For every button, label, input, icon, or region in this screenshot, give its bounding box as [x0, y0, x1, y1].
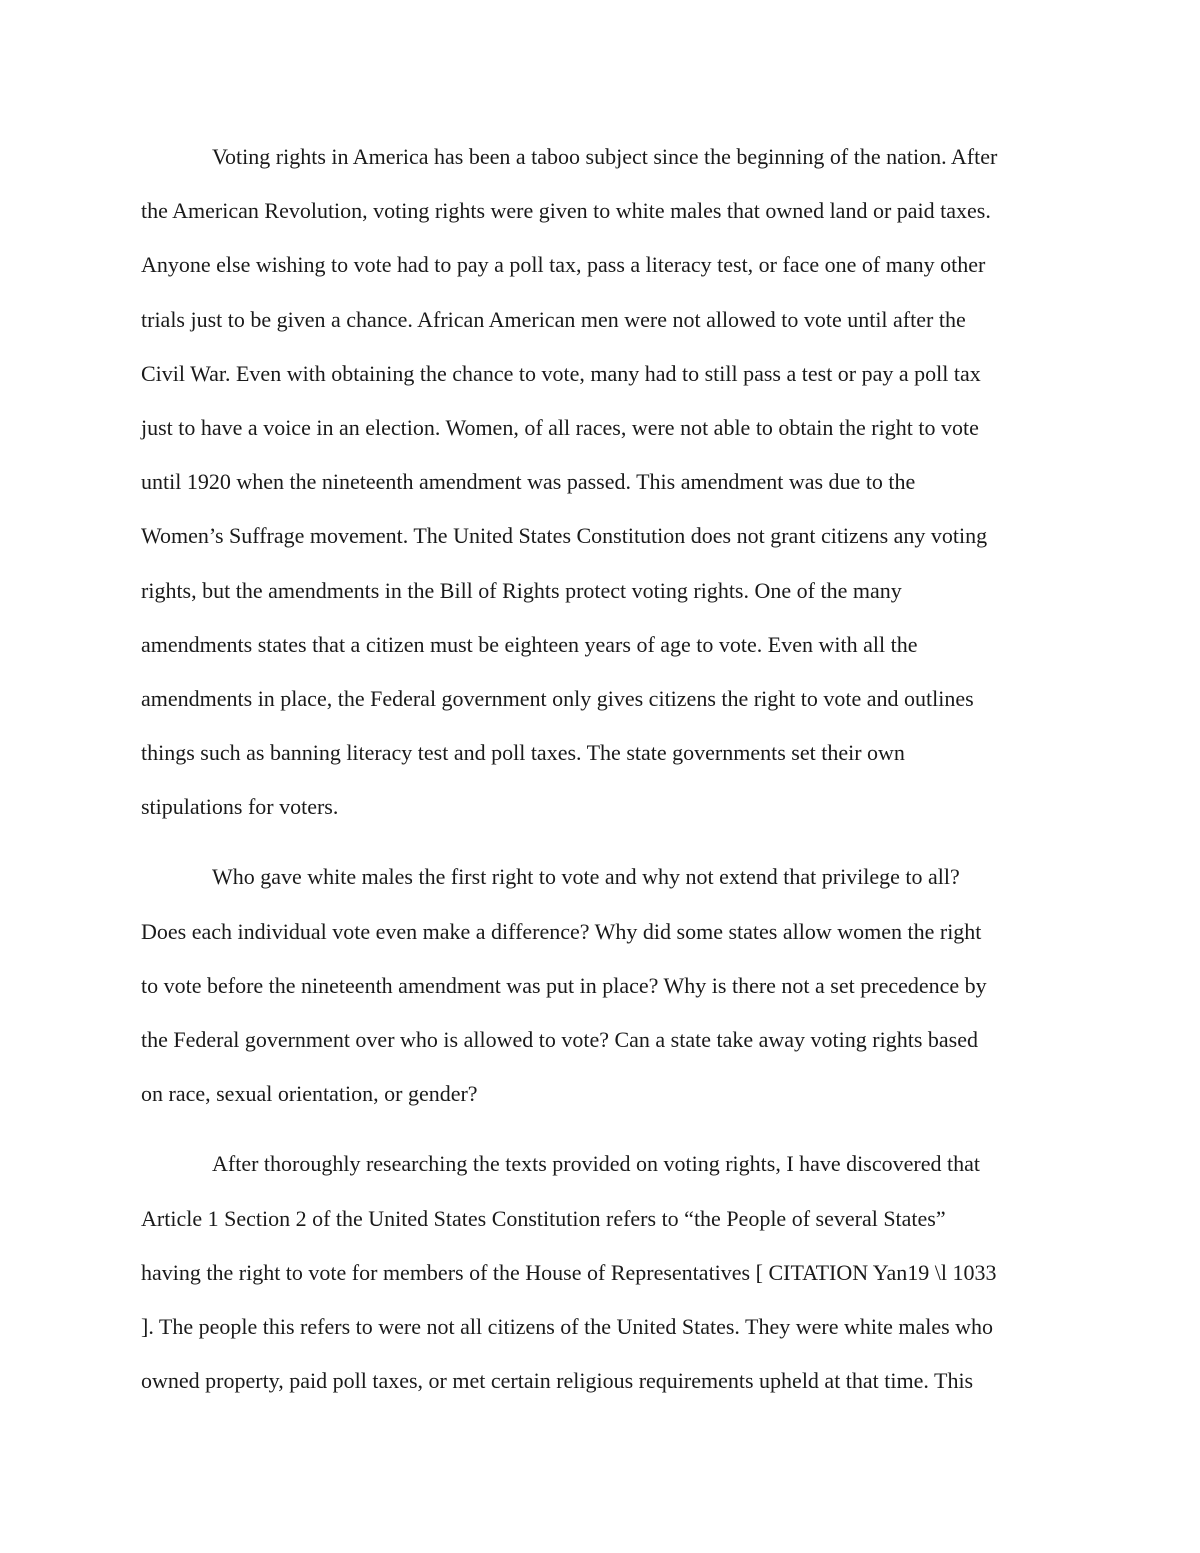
- text-line: on race, sexual orientation, or gender?: [141, 1081, 478, 1107]
- text-line: Civil War. Even with obtaining the chance to vote, many had to still pass a test or pay a poll tax: [141, 360, 981, 386]
- text-line: the Federal government over who is allowed to vote? Can a state take away voting rights based: [141, 1027, 978, 1052]
- text-line: Voting rights in America has been a taboo subject since the beginning of the nation. After: [212, 144, 998, 169]
- text-line: owned property, paid poll taxes, or met certain religious requirements upheld at that time. This: [141, 1368, 974, 1394]
- paragraph-spacing: [141, 1121, 1061, 1137]
- text-line: to vote before the nineteenth amendment was put in place? Why is there not a set precedence by: [141, 972, 987, 998]
- text-line: rights, but the amendments in the Bill of Rights protect voting rights. One of the many: [141, 577, 902, 603]
- text-line: After thoroughly researching the texts provided on voting rights, I have discovered that: [212, 1151, 980, 1177]
- text-line: Who gave white males the first right to vote and why not extend that privilege to all?: [212, 864, 960, 890]
- text-line: having the right to vote for members of the House of Representatives [ CITATION Yan19 \l 1033: [141, 1259, 997, 1285]
- text-line: Anyone else wishing to vote had to pay a poll tax, pass a literacy test, or face one of many other: [141, 252, 986, 278]
- text-line: the American Revolution, voting rights were given to white males that owned land or paid taxes.: [141, 198, 991, 224]
- text-line: Women’s Suffrage movement. The United States Constitution does not grant citizens any voting: [141, 523, 988, 549]
- paragraph-spacing: [141, 834, 1061, 850]
- document-body: [141, 130, 1061, 1408]
- text-line: Does each individual vote even make a difference? Why did some states allow women the right: [141, 918, 982, 944]
- paragraph-2: [141, 850, 1061, 1121]
- text-line: just to have a voice in an election. Women, of all races, were not able to obtain the right to vote: [141, 414, 979, 440]
- text-line: trials just to be given a chance. African American men were not allowed to vote until after the: [141, 306, 966, 332]
- text-line: until 1920 when the nineteenth amendment was passed. This amendment was due to the: [141, 469, 916, 495]
- text-line: amendments states that a citizen must be eighteen years of age to vote. Even with all the: [141, 631, 918, 657]
- text-line: Article 1 Section 2 of the United States Constitution refers to “the People of several States”: [141, 1205, 946, 1231]
- text-line: stipulations for voters.: [141, 794, 339, 820]
- text-line: things such as banning literacy test and poll taxes. The state governments set their own: [141, 740, 905, 766]
- text-line: amendments in place, the Federal government only gives citizens the right to vote and outlines: [141, 685, 974, 711]
- text-line: ]. The people this refers to were not all citizens of the United States. They were white males who: [141, 1313, 994, 1339]
- paragraph-3: [141, 1137, 1061, 1408]
- paragraph-1: [141, 130, 1061, 834]
